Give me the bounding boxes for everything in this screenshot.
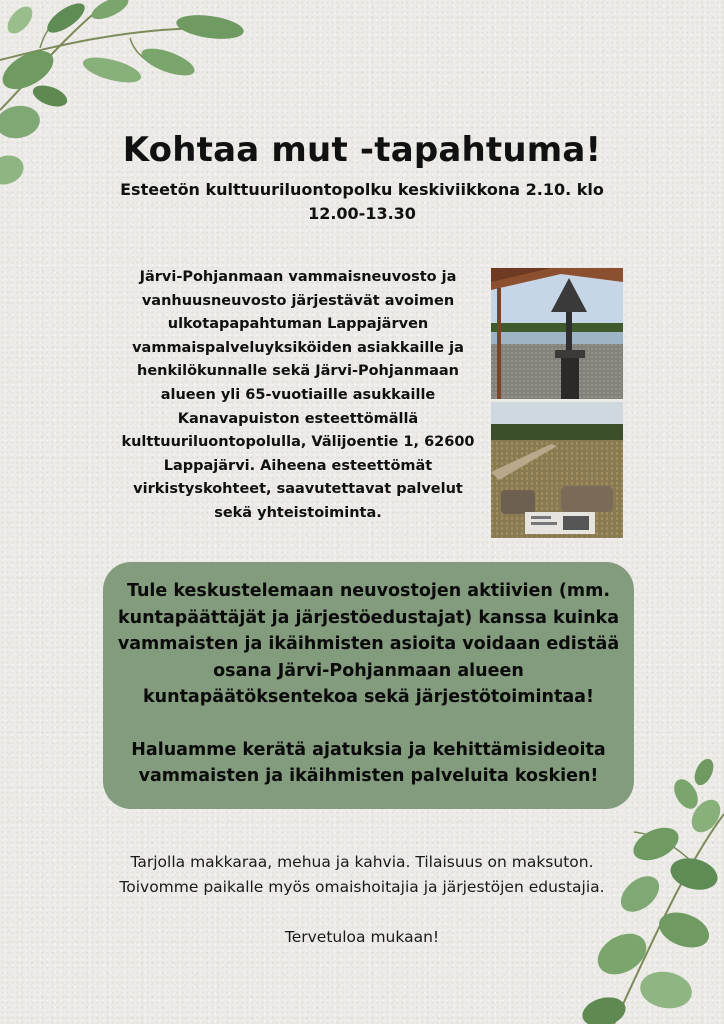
footer-line-invitation: Toivomme paikalle myös omaishoitajia ja järjestöjen edustajia.: [119, 878, 605, 896]
page-title: Kohtaa mut -tapahtuma!: [122, 130, 602, 170]
footer-info: [60, 850, 664, 950]
event-date-subtitle: Esteetön kulttuuriluontopolku keskiviikkona 2.10. klo 12.00-13.30: [120, 180, 604, 223]
footer-line-refreshments: Tarjolla makkaraa, mehua ja kahvia. Tilaisuus on maksuton.: [130, 853, 594, 871]
intro-text: Järvi-Pohjanmaan vammaisneuvosto ja vanhuusneuvosto järjestävät avoimen ulkotapapahtuman Lappajärven vammaispalveluyksiköiden asiakkaille ja henkilökunnalle sekä Järvi-Pohjanmaan alueen yli 65-vuotiaille asukkaille Kanavapuiston esteettömällä kulttuuriluontopolulla, Välijoentie 1, 62600 Lappajärvi. Aiheena esteettömät virkistyskohteet, saavutettavat palvelut sekä yhteistoiminta.: [121, 269, 475, 521]
discussion-callout: [103, 562, 634, 809]
callout-paragraph-1: Tule keskustelemaan neuvostojen aktiivien (mm. kuntapäättäjät ja järjestöedustajat) kanssa kuinka vammaisten ja ikäihmisten asioita voidaan edistää osana Järvi-Pohjanmaan alueen kuntapäätöksentekoa sekä järjestötoimintaa!: [117, 581, 620, 707]
photo-lakeside-shelter: [491, 268, 623, 399]
callout-paragraph-2: Haluamme kerätä ajatuksia ja kehittämisideoita vammaisten ja ikäihmisten palveluita koskien!: [131, 739, 606, 786]
footer-welcome: Tervetuloa mukaan!: [284, 928, 440, 946]
photo-boardwalk-trail: [491, 402, 623, 538]
